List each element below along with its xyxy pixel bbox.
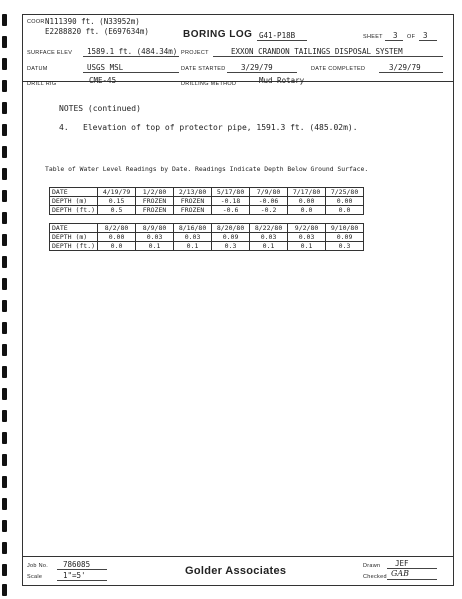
table-row	[50, 188, 364, 197]
table-row	[50, 242, 364, 251]
table-cell: -0.18	[212, 197, 250, 206]
table-cell: DEPTH (ft.)	[50, 206, 98, 215]
surface-elev-label: SURFACE ELEV	[27, 50, 73, 56]
table-cell: 8/16/80	[174, 224, 212, 233]
table-cell: DEPTH (ft.)	[50, 242, 98, 251]
surface-elev: 1589.1 ft. (484.34m)	[87, 47, 178, 56]
drilling-method-label: DRILLING METHOD	[181, 81, 237, 87]
drawn-by: JEF	[395, 559, 409, 568]
table-cell: 0.1	[288, 242, 326, 251]
table-cell: DATE	[50, 188, 98, 197]
table-cell: 0.15	[98, 197, 136, 206]
coord-line1: N111390 ft. (N33952m)	[45, 17, 140, 26]
table-row	[50, 206, 364, 215]
water-level-table-2	[49, 223, 364, 251]
table-cell: -0.2	[250, 206, 288, 215]
project-name: EXXON CRANDON TAILINGS DISPOSAL SYSTEM	[231, 47, 403, 56]
table-cell: 0.09	[212, 233, 250, 242]
drill-rig-label: DRILL RIG	[27, 81, 57, 87]
table-cell: 0.1	[174, 242, 212, 251]
table-cell: 9/2/80	[288, 224, 326, 233]
job-no-label: Job No.	[27, 563, 49, 569]
table-cell: 2/13/80	[174, 188, 212, 197]
table-cell: 0.03	[174, 233, 212, 242]
table-cell: 0.3	[212, 242, 250, 251]
table-cell: 0.03	[288, 233, 326, 242]
table-cell: DEPTH (m)	[50, 197, 98, 206]
notes-heading: NOTES (continued)	[59, 104, 141, 113]
table-cell: 1/2/80	[136, 188, 174, 197]
form-title: BORING LOG	[183, 29, 253, 40]
table-cell: 0.0	[326, 206, 364, 215]
table-cell: -0.6	[212, 206, 250, 215]
table-cell: 9/10/80	[326, 224, 364, 233]
table-cell: 0.00	[98, 233, 136, 242]
date-started: 3/29/79	[241, 63, 273, 72]
table-cell: 8/20/80	[212, 224, 250, 233]
sheet-total: 3	[423, 31, 428, 40]
drilling-method: Mud Rotary	[259, 76, 305, 85]
table-cell: 0.00	[326, 197, 364, 206]
note-number: 4.	[59, 123, 69, 132]
table-cell: 0.5	[98, 206, 136, 215]
checked-label: Checked	[363, 574, 387, 580]
coord-label: COOR.	[27, 19, 47, 25]
water-level-table-1	[49, 187, 364, 215]
table-cell: 5/17/80	[212, 188, 250, 197]
footer-block	[23, 556, 453, 585]
sheet-label: SHEET	[363, 34, 383, 40]
checked-by: GAB	[391, 569, 410, 578]
drawn-label: Drawn	[363, 563, 381, 569]
table-cell: 7/17/80	[288, 188, 326, 197]
table-cell: 0.1	[250, 242, 288, 251]
table-row	[50, 197, 364, 206]
table-cell: DATE	[50, 224, 98, 233]
table-cell: 8/9/80	[136, 224, 174, 233]
table-cell: 0.03	[250, 233, 288, 242]
table-cell: 0.0	[98, 242, 136, 251]
header-block	[23, 15, 453, 87]
table-cell: 0.03	[136, 233, 174, 242]
table-cell: 7/25/80	[326, 188, 364, 197]
table-row	[50, 224, 364, 233]
table-cell: FROZEN	[174, 206, 212, 215]
table-cell: 0.3	[326, 242, 364, 251]
coord-line2: E2288820 ft. (E697634m)	[45, 27, 149, 36]
table-cell: 0.09	[326, 233, 364, 242]
datum-label: DATUM	[27, 66, 48, 72]
table-cell: -0.06	[250, 197, 288, 206]
table-caption: Table of Water Level Readings by Date. Readings Indicate Depth Below Ground Surface.	[45, 165, 369, 173]
table-cell: 7/9/80	[250, 188, 288, 197]
table-row	[50, 233, 364, 242]
sheet-number: 3	[393, 31, 398, 40]
boring-log-sheet	[22, 14, 454, 586]
date-completed-label: DATE COMPLETED	[311, 66, 366, 72]
table-cell: FROZEN	[136, 197, 174, 206]
job-no: 786085	[63, 560, 91, 569]
scale-label: Scale	[27, 574, 43, 580]
table-cell: 8/22/80	[250, 224, 288, 233]
table-cell: 4/19/79	[98, 188, 136, 197]
date-completed: 3/29/79	[389, 63, 421, 72]
table-cell: DEPTH (m)	[50, 233, 98, 242]
date-started-label: DATE STARTED	[181, 66, 226, 72]
drill-rig: CME-45	[89, 76, 117, 85]
table-cell: 0.00	[288, 197, 326, 206]
table-cell: 0.1	[136, 242, 174, 251]
of-label: OF	[407, 34, 416, 40]
table-cell: FROZEN	[174, 197, 212, 206]
log-id: G41-P18B	[259, 31, 296, 40]
project-label: PROJECT	[181, 50, 209, 56]
datum-value: USGS MSL	[87, 63, 124, 72]
company-name: Golder Associates	[185, 565, 287, 577]
note-text: Elevation of top of protector pipe, 1591.3 ft. (485.02m).	[83, 123, 358, 132]
table-cell: 8/2/80	[98, 224, 136, 233]
table-cell: 0.0	[288, 206, 326, 215]
table-cell: FROZEN	[136, 206, 174, 215]
scale-value: 1"=5'	[63, 571, 86, 580]
